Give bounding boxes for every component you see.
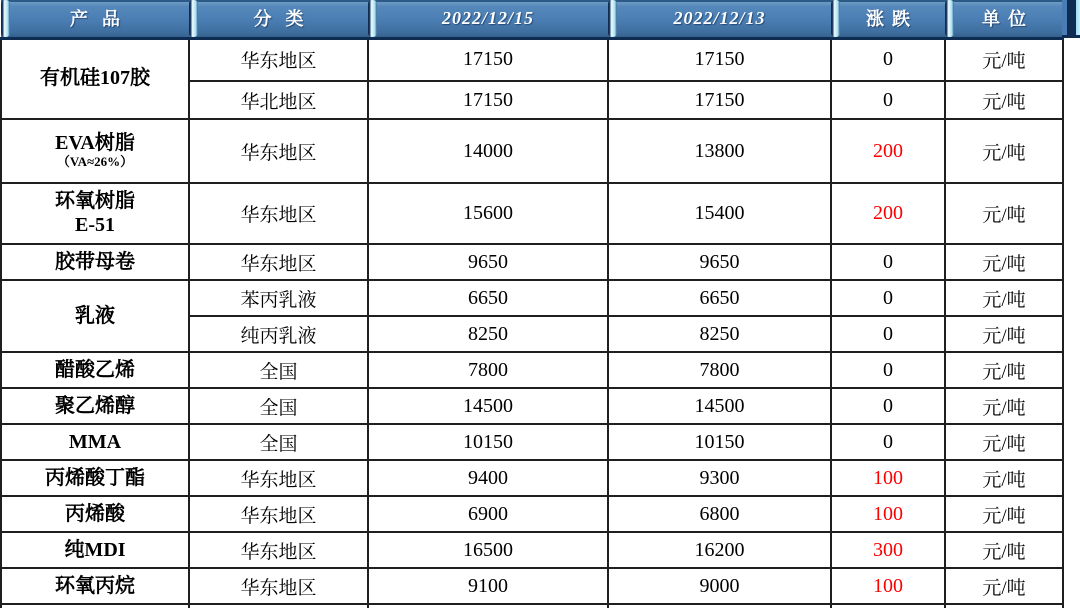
category-cell: 华东地区 — [189, 532, 368, 568]
header-date-1213: 2022/12/13 — [608, 0, 831, 38]
change-cell: 0 — [831, 81, 945, 119]
table-row — [1, 244, 1063, 280]
stub-cell — [608, 604, 831, 608]
price-1215-cell: 14500 — [368, 388, 608, 424]
product-name: 乳液 — [75, 304, 115, 327]
price-1213-cell: 13800 — [608, 119, 831, 183]
product-cell — [1, 460, 189, 496]
category-cell: 全国 — [189, 352, 368, 388]
price-1215-cell: 9400 — [368, 460, 608, 496]
price-1215-cell: 17150 — [368, 81, 608, 119]
category-cell: 华东地区 — [189, 38, 368, 81]
category-cell: 华东地区 — [189, 496, 368, 532]
category-cell: 华北地区 — [189, 81, 368, 119]
price-1215-cell: 14000 — [368, 119, 608, 183]
product-name: 胶带母卷 — [55, 250, 135, 273]
unit-cell: 元/吨 — [945, 119, 1063, 183]
product-name: 聚乙烯醇 — [55, 394, 135, 417]
table-body — [1, 38, 1063, 604]
change-cell: 100 — [831, 460, 945, 496]
category-cell: 华东地区 — [189, 244, 368, 280]
unit-cell: 元/吨 — [945, 244, 1063, 280]
change-cell: 200 — [831, 119, 945, 183]
header-unit: 单位 — [945, 0, 1063, 38]
price-1215-cell: 10150 — [368, 424, 608, 460]
change-cell: 0 — [831, 388, 945, 424]
price-1215-cell: 8250 — [368, 316, 608, 352]
product-name: EVA树脂 — [55, 132, 135, 155]
price-1213-cell: 15400 — [608, 183, 831, 244]
category-cell: 全国 — [189, 388, 368, 424]
product-cell — [1, 424, 189, 460]
price-1213-cell: 7800 — [608, 352, 831, 388]
product-name: 丙烯酸丁酯 — [45, 466, 145, 489]
change-cell: 0 — [831, 424, 945, 460]
price-1215-cell: 9650 — [368, 244, 608, 280]
category-cell: 纯丙乳液 — [189, 316, 368, 352]
unit-cell: 元/吨 — [945, 460, 1063, 496]
product-cell — [1, 119, 189, 183]
product-name: 环氧丙烷 — [55, 574, 135, 597]
price-1213-cell: 16200 — [608, 532, 831, 568]
table-row — [1, 119, 1063, 183]
product-cell — [1, 496, 189, 532]
category-cell: 华东地区 — [189, 460, 368, 496]
price-1213-cell: 9300 — [608, 460, 831, 496]
change-cell: 100 — [831, 568, 945, 604]
header-category: 分类 — [189, 0, 368, 38]
table-row — [1, 388, 1063, 424]
unit-cell: 元/吨 — [945, 352, 1063, 388]
table-header — [1, 0, 1063, 38]
category-cell: 全国 — [189, 424, 368, 460]
price-1215-cell: 9100 — [368, 568, 608, 604]
price-1215-cell: 15600 — [368, 183, 608, 244]
table-row — [1, 424, 1063, 460]
price-1213-cell: 10150 — [608, 424, 831, 460]
stub-cell — [831, 604, 945, 608]
table-row — [1, 280, 1063, 316]
table-row — [1, 38, 1063, 81]
product-cell — [1, 183, 189, 244]
partial-next-row — [1, 604, 1063, 608]
category-cell: 苯丙乳液 — [189, 280, 368, 316]
table-footer — [1, 604, 1063, 608]
product-cell — [1, 568, 189, 604]
price-1213-cell: 9650 — [608, 244, 831, 280]
change-cell: 100 — [831, 496, 945, 532]
price-1215-cell: 17150 — [368, 38, 608, 81]
unit-cell: 元/吨 — [945, 496, 1063, 532]
price-1213-cell: 17150 — [608, 81, 831, 119]
table-row — [1, 532, 1063, 568]
change-cell: 0 — [831, 352, 945, 388]
product-cell — [1, 38, 189, 119]
unit-cell: 元/吨 — [945, 568, 1063, 604]
stub-cell — [189, 604, 368, 608]
product-name: 醋酸乙烯 — [55, 358, 135, 381]
price-1213-cell: 6650 — [608, 280, 831, 316]
unit-cell: 元/吨 — [945, 183, 1063, 244]
change-cell: 200 — [831, 183, 945, 244]
unit-cell: 元/吨 — [945, 532, 1063, 568]
unit-cell: 元/吨 — [945, 280, 1063, 316]
change-cell: 0 — [831, 38, 945, 81]
price-1213-cell: 17150 — [608, 38, 831, 81]
table-row — [1, 568, 1063, 604]
change-cell: 300 — [831, 532, 945, 568]
product-name: 有机硅107胶 — [40, 67, 150, 90]
product-cell — [1, 280, 189, 352]
unit-cell: 元/吨 — [945, 424, 1063, 460]
table-row — [1, 352, 1063, 388]
stub-cell — [945, 604, 1063, 608]
product-name-line2: E-51 — [75, 214, 115, 236]
price-1215-cell: 6650 — [368, 280, 608, 316]
product-name: MMA — [68, 430, 122, 453]
category-cell: 华东地区 — [189, 119, 368, 183]
header-product: 产品 — [1, 0, 189, 38]
change-cell: 0 — [831, 316, 945, 352]
product-cell — [1, 244, 189, 280]
unit-cell: 元/吨 — [945, 316, 1063, 352]
unit-cell: 元/吨 — [945, 388, 1063, 424]
change-cell: 0 — [831, 244, 945, 280]
change-cell: 0 — [831, 280, 945, 316]
table-row — [1, 183, 1063, 244]
price-1213-cell: 8250 — [608, 316, 831, 352]
product-name: 环氧树脂 — [55, 190, 135, 212]
price-1213-cell: 6800 — [608, 496, 831, 532]
header-row — [1, 0, 1063, 38]
unit-cell: 元/吨 — [945, 81, 1063, 119]
price-1213-cell: 14500 — [608, 388, 831, 424]
stub-cell — [368, 604, 608, 608]
stub-cell — [1, 604, 189, 608]
header-date-1215: 2022/12/15 — [368, 0, 608, 38]
price-1213-cell: 9000 — [608, 568, 831, 604]
product-name: 丙烯酸 — [65, 502, 125, 525]
price-1215-cell: 7800 — [368, 352, 608, 388]
table-row — [1, 460, 1063, 496]
product-cell — [1, 532, 189, 568]
price-1215-cell: 16500 — [368, 532, 608, 568]
header-bevel-corner — [1062, 0, 1080, 38]
product-name: 纯MDI — [64, 538, 126, 561]
unit-cell: 元/吨 — [945, 38, 1063, 81]
product-cell — [1, 352, 189, 388]
header-change: 涨跌 — [831, 0, 945, 38]
product-subtitle: （VA≈26%） — [56, 154, 134, 170]
price-1215-cell: 6900 — [368, 496, 608, 532]
product-cell — [1, 388, 189, 424]
category-cell: 华东地区 — [189, 183, 368, 244]
table-row — [1, 496, 1063, 532]
category-cell: 华东地区 — [189, 568, 368, 604]
